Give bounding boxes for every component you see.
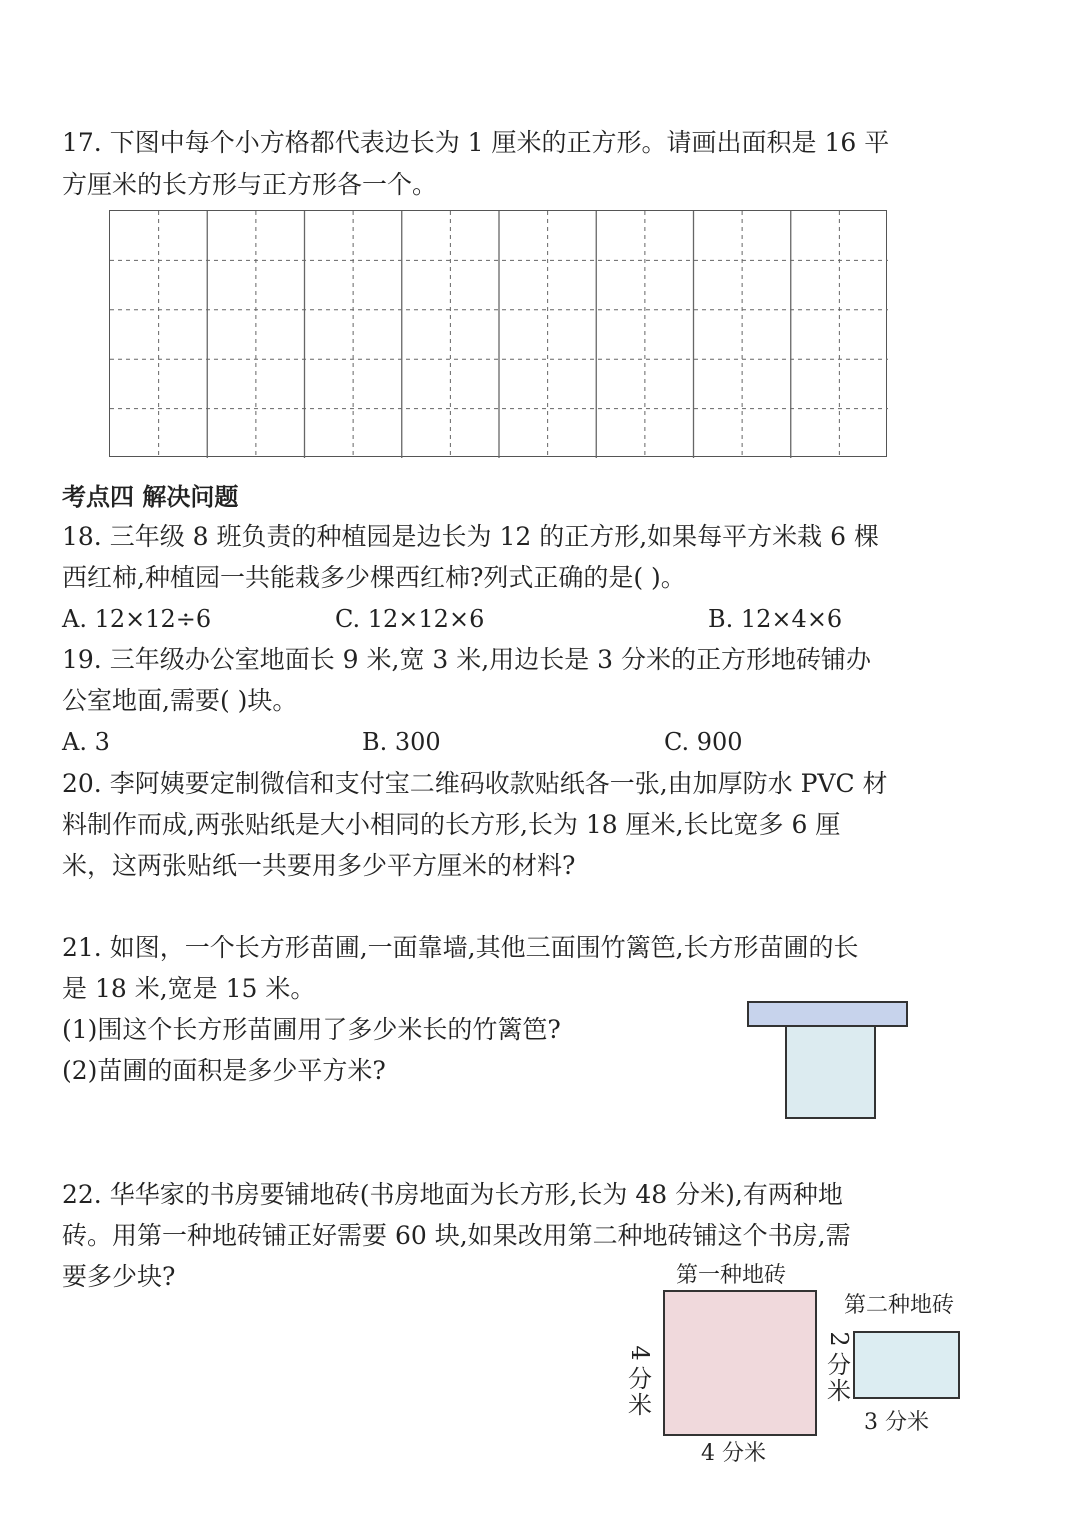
q18-text-line2: 西红柿,种植园一共能栽多少棵西红柿?列式正确的是( )。	[62, 563, 686, 592]
q19-option-c: C. 900	[664, 728, 743, 756]
q22-text-line2: 砖。用第一种地砖铺正好需要 60 块,如果改用第二种地砖铺这个书房,需	[62, 1221, 851, 1250]
q22-text-line3: 要多少块?	[62, 1262, 176, 1291]
q21-text-line1: 21. 如图，一个长方形苗圃,一面靠墙,其他三面围竹篱笆,长方形苗圃的长	[62, 933, 859, 962]
q17-text-line1: 17. 下图中每个小方格都代表边长为 1 厘米的正方形。请画出面积是 16 平	[62, 128, 890, 157]
tile2-title: 第二种地砖	[844, 1293, 955, 1318]
q20-text-line2: 料制作而成,两张贴纸是大小相同的长方形,长为 18 厘米,长比宽多 6 厘	[62, 810, 841, 839]
section-title: 考点四 解决问题	[62, 483, 239, 511]
q21-subquestion-2: (2)苗圃的面积是多少平方米?	[62, 1056, 386, 1085]
wall-rect	[747, 1001, 908, 1027]
q20-text-line1: 20. 李阿姨要定制微信和支付宝二维码收款贴纸各一张,由加厚防水 PVC 材	[62, 769, 888, 798]
tile2-rect	[853, 1331, 960, 1399]
tile2-bottom-label: 3 分米	[864, 1410, 929, 1435]
tile1-side-label: 4 分 米	[626, 1345, 654, 1419]
q17-text-line2: 方厘米的长方形与正方形各一个。	[62, 170, 438, 199]
q18-option-b: B. 12×4×6	[708, 605, 843, 633]
q22-text-line1: 22. 华华家的书房要铺地砖(书房地面为长方形,长为 48 分米),有两种地	[62, 1180, 843, 1209]
tile1-bottom-label: 4 分米	[701, 1441, 766, 1466]
q19-text-line1: 19. 三年级办公室地面长 9 米,宽 3 米,用边长是 3 分米的正方形地砖铺办	[62, 645, 871, 674]
tile2-side-label: 2 分 米	[825, 1331, 853, 1405]
tile1-rect	[663, 1290, 817, 1436]
q19-text-line2: 公室地面,需要( )块。	[62, 686, 298, 715]
q20-text-line3: 米，这两张贴纸一共要用多少平方厘米的材料?	[62, 851, 576, 880]
q18-text-line1: 18. 三年级 8 班负责的种植园是边长为 12 的正方形,如果每平方米栽 6 棵	[62, 522, 879, 551]
drawing-grid	[109, 210, 887, 457]
q18-option-a: A. 12×12÷6	[62, 605, 212, 633]
q21-subquestion-1: (1)围这个长方形苗圃用了多少米长的竹篱笆?	[62, 1015, 561, 1044]
q19-option-b: B. 300	[362, 728, 441, 756]
q18-option-c: C. 12×12×6	[335, 605, 485, 633]
q21-text-line2: 是 18 米,宽是 15 米。	[62, 974, 316, 1003]
tile1-title: 第一种地砖	[676, 1263, 787, 1288]
q19-option-a: A. 3	[62, 728, 110, 756]
grid-lines	[110, 211, 888, 458]
garden-rect	[785, 1025, 876, 1119]
